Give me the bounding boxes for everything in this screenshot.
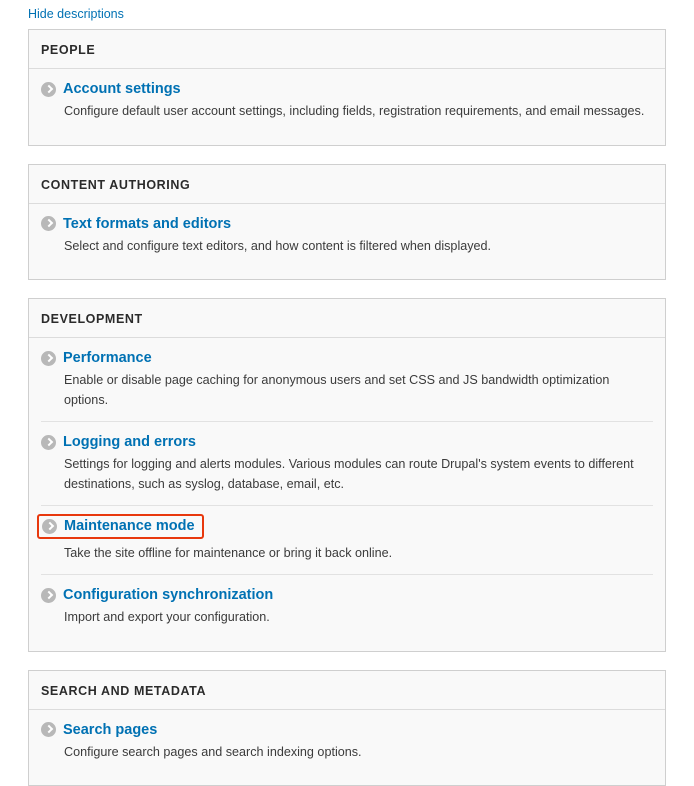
section-title: PEOPLE bbox=[29, 30, 665, 69]
list-item bbox=[41, 422, 653, 506]
list-item-head bbox=[41, 81, 653, 97]
chevron-right-circle-icon bbox=[41, 588, 56, 603]
link-logging-and-errors[interactable]: Logging and errors bbox=[63, 434, 196, 451]
list-item bbox=[41, 69, 653, 133]
list-item bbox=[41, 710, 653, 774]
section-title: DEVELOPMENT bbox=[29, 299, 665, 338]
list-item-head bbox=[41, 722, 653, 738]
section-body bbox=[29, 338, 665, 651]
toggle-descriptions-row bbox=[0, 0, 694, 29]
list-item-description: Configure search pages and search indexing options. bbox=[64, 744, 362, 759]
list-item bbox=[41, 506, 653, 575]
section-body bbox=[29, 710, 665, 786]
list-item-description: Configure default user account settings, including fields, registration requirements, and email messages. bbox=[64, 104, 645, 118]
list-item bbox=[41, 204, 653, 268]
list-item-head bbox=[41, 350, 653, 366]
chevron-right-circle-icon bbox=[41, 435, 56, 450]
section-body bbox=[29, 69, 665, 145]
chevron-right-circle-icon bbox=[41, 722, 56, 737]
chevron-right-circle-icon bbox=[41, 216, 56, 231]
hide-descriptions-link[interactable]: Hide descriptions bbox=[28, 7, 124, 21]
chevron-right-circle-icon bbox=[42, 519, 57, 534]
list-item-description: Import and export your configuration. bbox=[64, 610, 270, 625]
list-item-head bbox=[41, 587, 653, 603]
link-maintenance-mode[interactable]: Maintenance mode bbox=[64, 518, 195, 535]
section-title: CONTENT AUTHORING bbox=[29, 165, 665, 204]
section-search-and-metadata bbox=[28, 670, 666, 786]
section-title: SEARCH AND METADATA bbox=[29, 671, 665, 710]
link-performance[interactable]: Performance bbox=[63, 350, 152, 367]
list-item-description: Take the site offline for maintenance or bring it back online. bbox=[64, 545, 393, 560]
list-item-description: Enable or disable page caching for anonymous users and set CSS and JS bandwidth optimization options. bbox=[64, 373, 610, 407]
maintenance-mode-highlight bbox=[37, 514, 204, 539]
list-item bbox=[41, 338, 653, 422]
link-text-formats-and-editors[interactable]: Text formats and editors bbox=[63, 215, 232, 232]
section-content-authoring bbox=[28, 164, 666, 281]
link-search-pages[interactable]: Search pages bbox=[63, 721, 158, 738]
link-configuration-synchronization[interactable]: Configuration synchronization bbox=[63, 587, 274, 604]
section-body bbox=[29, 204, 665, 280]
chevron-right-circle-icon bbox=[41, 82, 56, 97]
section-people bbox=[28, 29, 666, 146]
chevron-right-circle-icon bbox=[41, 351, 56, 366]
list-item-head bbox=[41, 216, 653, 232]
link-account-settings[interactable]: Account settings bbox=[63, 81, 181, 97]
list-item-description: Settings for logging and alerts modules. Various modules can route Drupal's system events to different destinations, such as syslog, database, email, etc. bbox=[64, 457, 634, 491]
list-item-head bbox=[42, 518, 195, 534]
section-development bbox=[28, 298, 666, 652]
list-item-description: Select and configure text editors, and how content is filtered when displayed. bbox=[64, 238, 492, 253]
list-item-head bbox=[41, 434, 653, 450]
list-item bbox=[41, 575, 653, 639]
